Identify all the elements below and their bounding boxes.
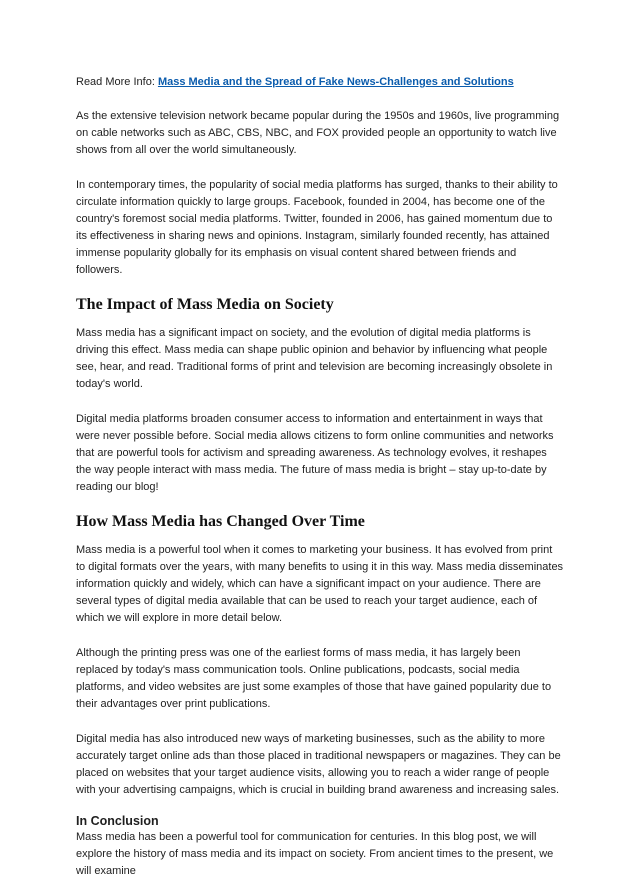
impact-paragraph-1: Mass media has a significant impact on society, and the evolution of digital media platforms is driving this effect. Mass media can shape public opinion and behavior by influencing what people see, hear, and read. Traditional forms of print and television are becoming increasingly obsolete in today's world.	[76, 327, 553, 390]
document-page	[76, 60, 564, 880]
changed-heading: How Mass Media has Changed Over Time	[76, 513, 365, 530]
read-more-prefix: Read More Info:	[76, 76, 158, 88]
changed-paragraph-2: Although the printing press was one of the earliest forms of mass media, it has largely been replaced by today's mass communication tools. Online publications, podcasts, social media platforms, and video websites are just some examples of those that have gained popularity due to their advantages over print publications.	[76, 647, 552, 710]
impact-paragraph-2: Digital media platforms broaden consumer access to information and entertainment in ways that were never possible before. Social media allows citizens to form online communities and networks that are powerful tools for activism and spreading awareness. As technology evolves, it reshapes the way people interact with mass media. The future of mass media is bright – stay up-to-date by reading our blog!	[76, 413, 554, 493]
intro-paragraph-1: As the extensive television network became popular during the 1950s and 1960s, live programming on cable networks such as ABC, CBS, NBC, and FOX provided people an opportunity to watch live shows from all over the world simultaneously.	[76, 110, 560, 156]
conclusion-heading: In Conclusion	[76, 814, 159, 828]
changed-paragraph-1: Mass media is a powerful tool when it comes to marketing your business. It has evolved from print to digital formats over the years, with many benefits to using it in this way. Mass media disseminates information quickly and widely, which can have a significant impact on your audience. There are several types of digital media available that can be used to reach your target audience, each of which we will explore in more detail below.	[76, 544, 564, 624]
impact-heading: The Impact of Mass Media on Society	[76, 296, 334, 313]
intro-paragraph-2: In contemporary times, the popularity of social media platforms has surged, thanks to their ability to circulate information quickly to large groups. Facebook, founded in 2004, has become one of the country's foremost social media platforms. Twitter, founded in 2006, has gained momentum due to its effectiveness in sharing news and opinions. Instagram, similarly founded recently, has attained immense popularity globally for its emphasis on visual content shared between friends and followers.	[76, 179, 558, 276]
changed-paragraph-3: Digital media has also introduced new ways of marketing businesses, such as the ability to more accurately target online ads than those placed in traditional newspapers or magazines. They can be placed on websites that your target audience visits, allowing you to reach a wider range of people with your advertising campaigns, which is crucial in building brand awareness and increasing sales.	[76, 733, 561, 796]
conclusion-paragraph: Mass media has been a powerful tool for communication for centuries. In this blog post, we will explore the history of mass media and its impact on society. From ancient times to the present, we will examine	[76, 831, 554, 877]
read-more-link[interactable]: Mass Media and the Spread of Fake News-Challenges and Solutions	[157, 76, 514, 88]
read-more-line	[76, 74, 564, 91]
